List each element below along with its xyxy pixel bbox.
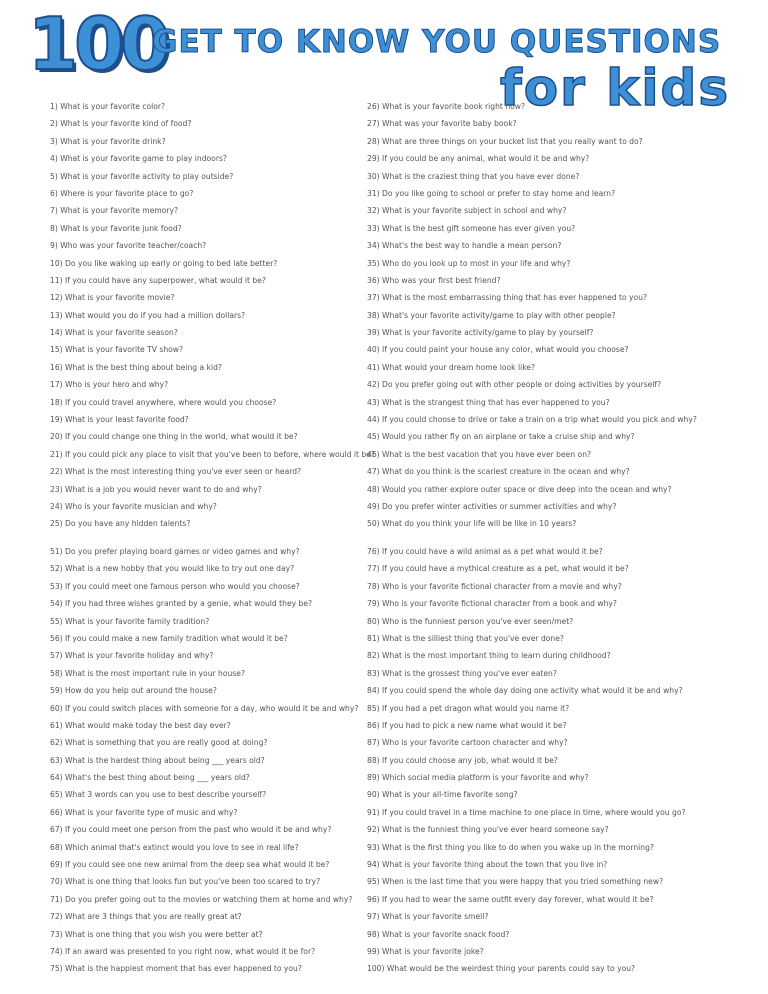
question-item: 39) What is your favorite activity/game to play by yourself?: [367, 328, 594, 338]
question-item: 8) What is your favorite junk food?: [50, 223, 182, 233]
question-item: 55) What is your favorite family tradition?: [50, 616, 210, 626]
question-item: 96) If you had to wear the same outfit every day forever, what would it be?: [367, 894, 654, 904]
question-item: 70) What is one thing that looks fun but you've been too scared to try?: [50, 877, 321, 887]
question-item: 62) What is something that you are really good at doing?: [50, 738, 268, 748]
question-column-2: [367, 98, 707, 533]
question-item: 75) What is the happiest moment that has ever happened to you?: [50, 964, 302, 974]
question-item: 92) What is the funniest thing you've ever heard someone say?: [367, 825, 609, 835]
question-item: 73) What is one thing that you wish you were better at?: [50, 929, 263, 939]
question-item: 46) What is the best vacation that you have ever been on?: [367, 449, 592, 459]
question-item: 85) If you had a pet dragon what would you name it?: [367, 703, 570, 713]
question-item: 20) If you could change one thing in the world, what would it be?: [50, 432, 298, 442]
question-item: 14) What is your favorite season?: [50, 328, 178, 338]
question-item: 4) What is your favorite game to play indoors?: [50, 154, 227, 164]
title-subtitle: for kids: [500, 59, 731, 117]
question-item: 88) If you could choose any job, what would it be?: [367, 755, 558, 765]
question-item: 7) What is your favorite memory?: [50, 206, 179, 216]
question-item: 18) If you could travel anywhere, where would you choose?: [50, 397, 277, 407]
question-item: 82) What is the most important thing to learn during childhood?: [367, 651, 611, 661]
question-item: 99) What is your favorite joke?: [367, 946, 484, 956]
question-item: 32) What is your favorite subject in school and why?: [367, 206, 567, 216]
question-item: 25) Do you have any hidden talents?: [50, 519, 191, 529]
question-item: 35) Who do you look up to most in your life and why?: [367, 258, 571, 268]
title-number: 100: [28, 2, 167, 86]
question-column-4: [367, 543, 707, 978]
question-item: 91) If you could travel in a time machine to one place in time, where would you go?: [367, 807, 686, 817]
question-item: 33) What is the best gift someone has ever given you?: [367, 223, 576, 233]
question-item: 15) What is your favorite TV show?: [50, 345, 184, 355]
question-item: 83) What is the grossest thing you've ever eaten?: [367, 668, 557, 678]
question-item: 31) Do you like going to school or prefer to stay home and learn?: [367, 188, 616, 198]
question-item: 69) If you could see one new animal from the deep sea what would it be?: [50, 860, 330, 870]
question-item: 67) If you could meet one person from the past who would it be and why?: [50, 825, 332, 835]
question-item: 90) What is your all-time favorite song?: [367, 790, 518, 800]
question-item: 53) If you could meet one famous person who would you choose?: [50, 581, 300, 591]
question-item: 36) Who was your first best friend?: [367, 275, 501, 285]
question-item: 86) If you had to pick a new name what would it be?: [367, 720, 567, 730]
question-item: 94) What is your favorite thing about the town that you live in?: [367, 860, 608, 870]
question-item: 78) Who is your favorite fictional character from a movie and why?: [367, 581, 622, 591]
question-item: 63) What is the hardest thing about being ___ years old?: [50, 755, 265, 765]
question-item: 50) What do you think your life will be like in 10 years?: [367, 519, 577, 529]
question-item: 95) When is the last time that you were happy that you tried something new?: [367, 877, 664, 887]
question-item: 51) Do you prefer playing board games or video games and why?: [50, 547, 300, 556]
question-item: 84) If you could spend the whole day doing one activity what would it be and why?: [367, 686, 683, 696]
question-item: 41) What would your dream home look like?: [367, 362, 536, 372]
question-column-3: [50, 543, 390, 978]
question-item: 97) What is your favorite smell?: [367, 912, 489, 922]
question-item: 64) What's the best thing about being ___ years old?: [50, 773, 250, 783]
question-item: 49) Do you prefer winter activities or summer activities and why?: [367, 501, 617, 511]
question-item: 34) What's the best way to handle a mean person?: [367, 241, 562, 251]
question-item: 81) What is the silliest thing that you've ever done?: [367, 633, 564, 643]
question-item: 76) If you could have a wild animal as a pet what would it be?: [367, 547, 603, 556]
question-item: 59) How do you help out around the house?: [50, 686, 217, 696]
question-item: 42) Do you prefer going out with other people or doing activities by yourself?: [367, 380, 662, 390]
question-item: 60) If you could switch places with someone for a day, who would it be and why?: [50, 703, 359, 713]
question-item: 71) Do you prefer going out to the movies or watching them at home and why?: [50, 894, 353, 904]
question-item: 45) Would you rather fly on an airplane or take a cruise ship and why?: [367, 432, 635, 442]
question-item: 54) If you had three wishes granted by a genie, what would they be?: [50, 599, 313, 609]
question-item: 74) If an award was presented to you right now, what would it be for?: [50, 946, 316, 956]
question-item: 65) What 3 words can you use to best describe yourself?: [50, 790, 267, 800]
question-item: 29) If you could be any animal, what would it be and why?: [367, 154, 590, 164]
question-item: 93) What is the first thing you like to do when you wake up in the morning?: [367, 842, 654, 852]
question-item: 27) What was your favorite baby book?: [367, 119, 517, 129]
question-item: 1) What is your favorite color?: [50, 102, 166, 111]
question-item: 98) What is your favorite snack food?: [367, 929, 510, 939]
question-item: 38) What's your favorite activity/game to play with other people?: [367, 310, 616, 320]
title-headline: GET TO KNOW YOU QUESTIONS: [152, 24, 722, 60]
question-item: 44) If you could choose to drive or take a train on a trip what would you pick and why?: [367, 415, 697, 425]
question-item: 12) What is your favorite movie?: [50, 293, 175, 303]
question-item: 6) Where is your favorite place to go?: [50, 188, 194, 198]
question-item: 16) What is the best thing about being a kid?: [50, 362, 222, 372]
question-item: 37) What is the most embarrassing thing that has ever happened to you?: [367, 293, 648, 303]
question-item: 3) What is your favorite drink?: [50, 136, 166, 146]
question-item: 26) What is your favorite book right now?: [367, 102, 526, 111]
question-item: 40) If you could paint your house any color, what would you choose?: [367, 345, 629, 355]
question-item: 5) What is your favorite activity to play outside?: [50, 171, 234, 181]
question-item: 77) If you could have a mythical creature as a pet, what would it be?: [367, 564, 629, 574]
question-item: 9) Who was your favorite teacher/coach?: [50, 241, 207, 251]
question-item: 48) Would you rather explore outer space or dive deep into the ocean and why?: [367, 484, 672, 494]
question-item: 100) What would be the weirdest thing your parents could say to you?: [367, 964, 636, 974]
question-item: 52) What is a new hobby that you would like to try out one day?: [50, 564, 295, 574]
question-item: 19) What is your least favorite food?: [50, 415, 189, 425]
question-item: 17) Who is your hero and why?: [50, 380, 169, 390]
question-item: 72) What are 3 things that you are really great at?: [50, 912, 242, 922]
question-item: 61) What would make today the best day ever?: [50, 720, 231, 730]
question-item: 21) If you could pick any place to visit that you've been to before, where would it be?: [50, 449, 375, 459]
question-item: 24) Who is your favorite musician and why?: [50, 501, 217, 511]
question-item: 79) Who is your favorite fictional character from a book and why?: [367, 599, 617, 609]
question-item: 87) Who is your favorite cartoon character and why?: [367, 738, 568, 748]
question-item: 89) Which social media platform is your favorite and why?: [367, 773, 589, 783]
question-item: 10) Do you like waking up early or going to bed late better?: [50, 258, 278, 268]
question-item: 56) If you could make a new family tradition what would it be?: [50, 633, 288, 643]
question-item: 43) What is the strangest thing that has ever happened to you?: [367, 397, 610, 407]
question-item: 47) What do you think is the scariest creature in the ocean and why?: [367, 467, 630, 477]
question-column-1: [50, 98, 390, 533]
question-item: 57) What is your favorite holiday and why?: [50, 651, 214, 661]
question-item: 13) What would you do if you had a million dollars?: [50, 310, 246, 320]
question-item: 66) What is your favorite type of music and why?: [50, 807, 238, 817]
question-item: 68) Which animal that's extinct would you love to see in real life?: [50, 842, 299, 852]
question-item: 30) What is the craziest thing that you have ever done?: [367, 171, 580, 181]
question-item: 22) What is the most interesting thing you've ever seen or heard?: [50, 467, 302, 477]
question-item: 11) If you could have any superpower, what would it be?: [50, 275, 266, 285]
question-item: 28) What are three things on your bucket list that you really want to do?: [367, 136, 643, 146]
question-item: 23) What is a job you would never want to do and why?: [50, 484, 262, 494]
question-item: 2) What is your favorite kind of food?: [50, 119, 192, 129]
question-item: 58) What is the most important rule in your house?: [50, 668, 245, 678]
question-item: 80) Who is the funniest person you've ever seen/met?: [367, 616, 574, 626]
